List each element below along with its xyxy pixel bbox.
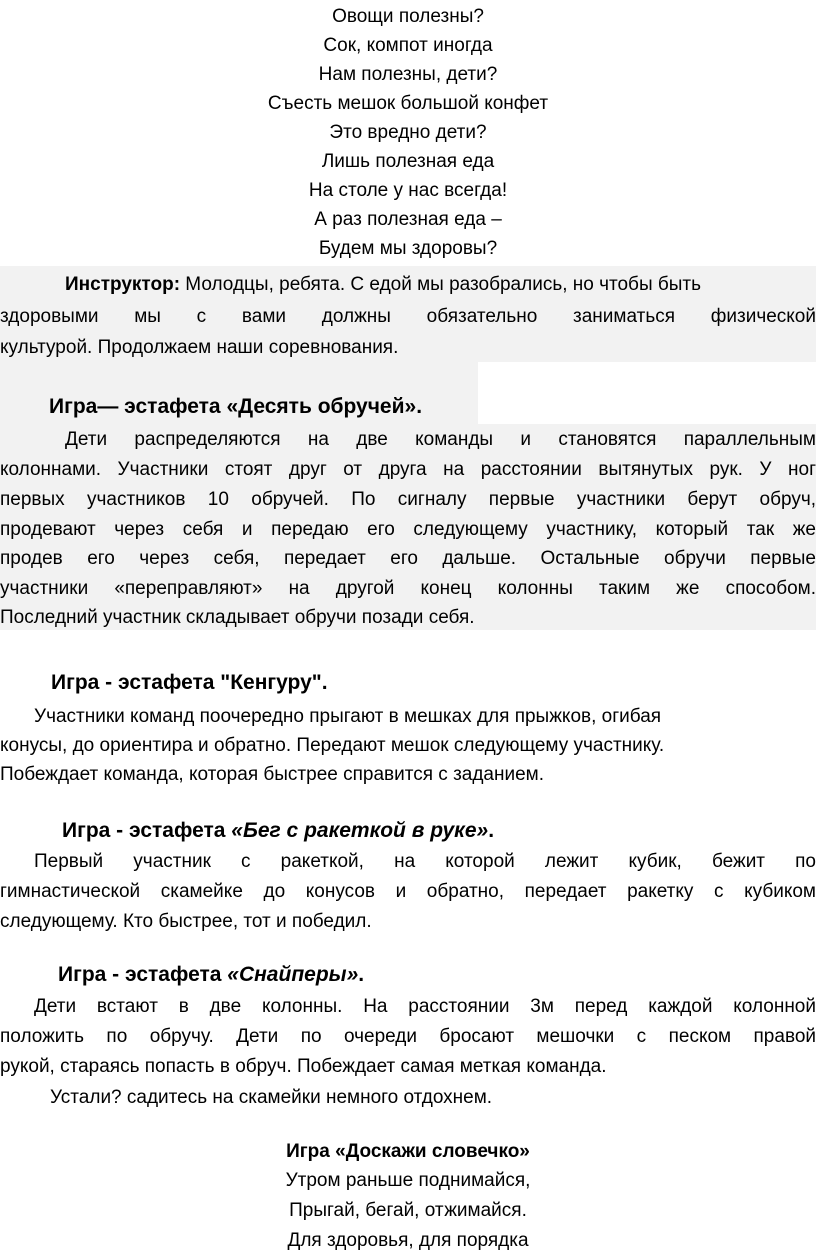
game3-line: гимнастической скамейке до конусов и обратно, передает ракетку с кубиком <box>0 881 816 902</box>
poem-line: Для здоровья, для порядка <box>287 1230 529 1251</box>
game3-title <box>62 816 494 846</box>
game4-title-name: «Снайперы» <box>227 963 359 986</box>
game4-title <box>58 960 364 990</box>
poem-line: Сок, компот иногда <box>323 35 493 56</box>
poem-line: А раз полезная еда – <box>314 209 502 230</box>
poem-line: Нам полезны, дети? <box>318 64 498 85</box>
game4-line: Дети встают в две колонны. На расстоянии 3м перед каждой колонной <box>34 996 816 1017</box>
game1-line: Дети распределяются на две команды и становятся параллельным <box>65 429 816 450</box>
game3-title-suffix: . <box>488 819 495 842</box>
game4-line: положить по обручу. Дети по очереди бросают мешочки с песком правой <box>0 1026 816 1047</box>
game2-line: Побеждает команда, которая быстрее справится с заданием. <box>0 764 545 785</box>
game4-title-prefix: Игра - эстафета <box>58 963 222 986</box>
instructor-text: Молодцы, ребята. С едой мы разобрались, но чтобы быть <box>180 274 702 295</box>
game1-line: продев его через себя, передает его дальше. Остальные обручи первые <box>0 548 816 569</box>
game1-line: первых участников 10 обручей. По сигналу первые участники берут обруч, <box>0 489 816 510</box>
poem-line: Это вредно дети? <box>329 122 487 143</box>
game3-title-name: «Бег с ракеткой в руке» <box>231 819 489 842</box>
instructor-first-line <box>65 270 701 299</box>
instructor-line: здоровыми мы с вами должны обязательно заниматься физической <box>0 306 816 327</box>
poem-line: Лишь полезная еда <box>321 151 495 172</box>
rest-line: Устали? садитесь на скамейки немного отдохнем. <box>50 1087 493 1108</box>
poem-line: Овощи полезны? <box>332 6 484 27</box>
game1-line: колоннами. Участники стоят друг от друга на расстоянии вытянутых рук. У ног <box>0 459 816 480</box>
poem-line: Утром раньше поднимайся, <box>285 1170 531 1191</box>
poem-line: На столе у нас всегда! <box>308 180 508 201</box>
game3-line: Первый участник с ракеткой, на которой лежит кубик, бежит по <box>34 851 816 872</box>
game5-title: Игра «Доскажи словечко» <box>286 1141 530 1162</box>
game2-line: Участники команд поочередно прыгают в мешках для прыжков, огибая <box>34 706 662 727</box>
game2-title: Игра - эстафета "Кенгуру". <box>51 671 328 694</box>
poem-line: Прыгай, бегай, отжимайся. <box>289 1200 527 1221</box>
poem-line: Будем мы здоровы? <box>318 238 498 259</box>
poem-line: Съесть мешок большой конфет <box>267 93 549 114</box>
game1-line: участники «переправляют» на другой конец колонны таким же способом. <box>0 578 816 599</box>
game4-line: рукой, стараясь попасть в обруч. Побеждает самая меткая команда. <box>0 1056 607 1077</box>
instructor-label: Инструктор: <box>65 274 181 295</box>
game3-line: следующему. Кто быстрее, тот и победил. <box>0 911 372 932</box>
game3-title-prefix: Игра - эстафета <box>62 819 226 842</box>
instructor-line: культурой. Продолжаем наши соревнования. <box>0 337 399 358</box>
game1-line: Последний участник складывает обручи позади себя. <box>0 607 475 628</box>
game4-title-suffix: . <box>358 963 365 986</box>
game1-title: Игра— эстафета «Десять обручей». <box>49 395 423 418</box>
game1-line: продевают через себя и передаю его следующему участнику, который так же <box>0 519 816 540</box>
game2-line: конусы, до ориентира и обратно. Передают мешок следующему участнику. <box>0 735 665 756</box>
